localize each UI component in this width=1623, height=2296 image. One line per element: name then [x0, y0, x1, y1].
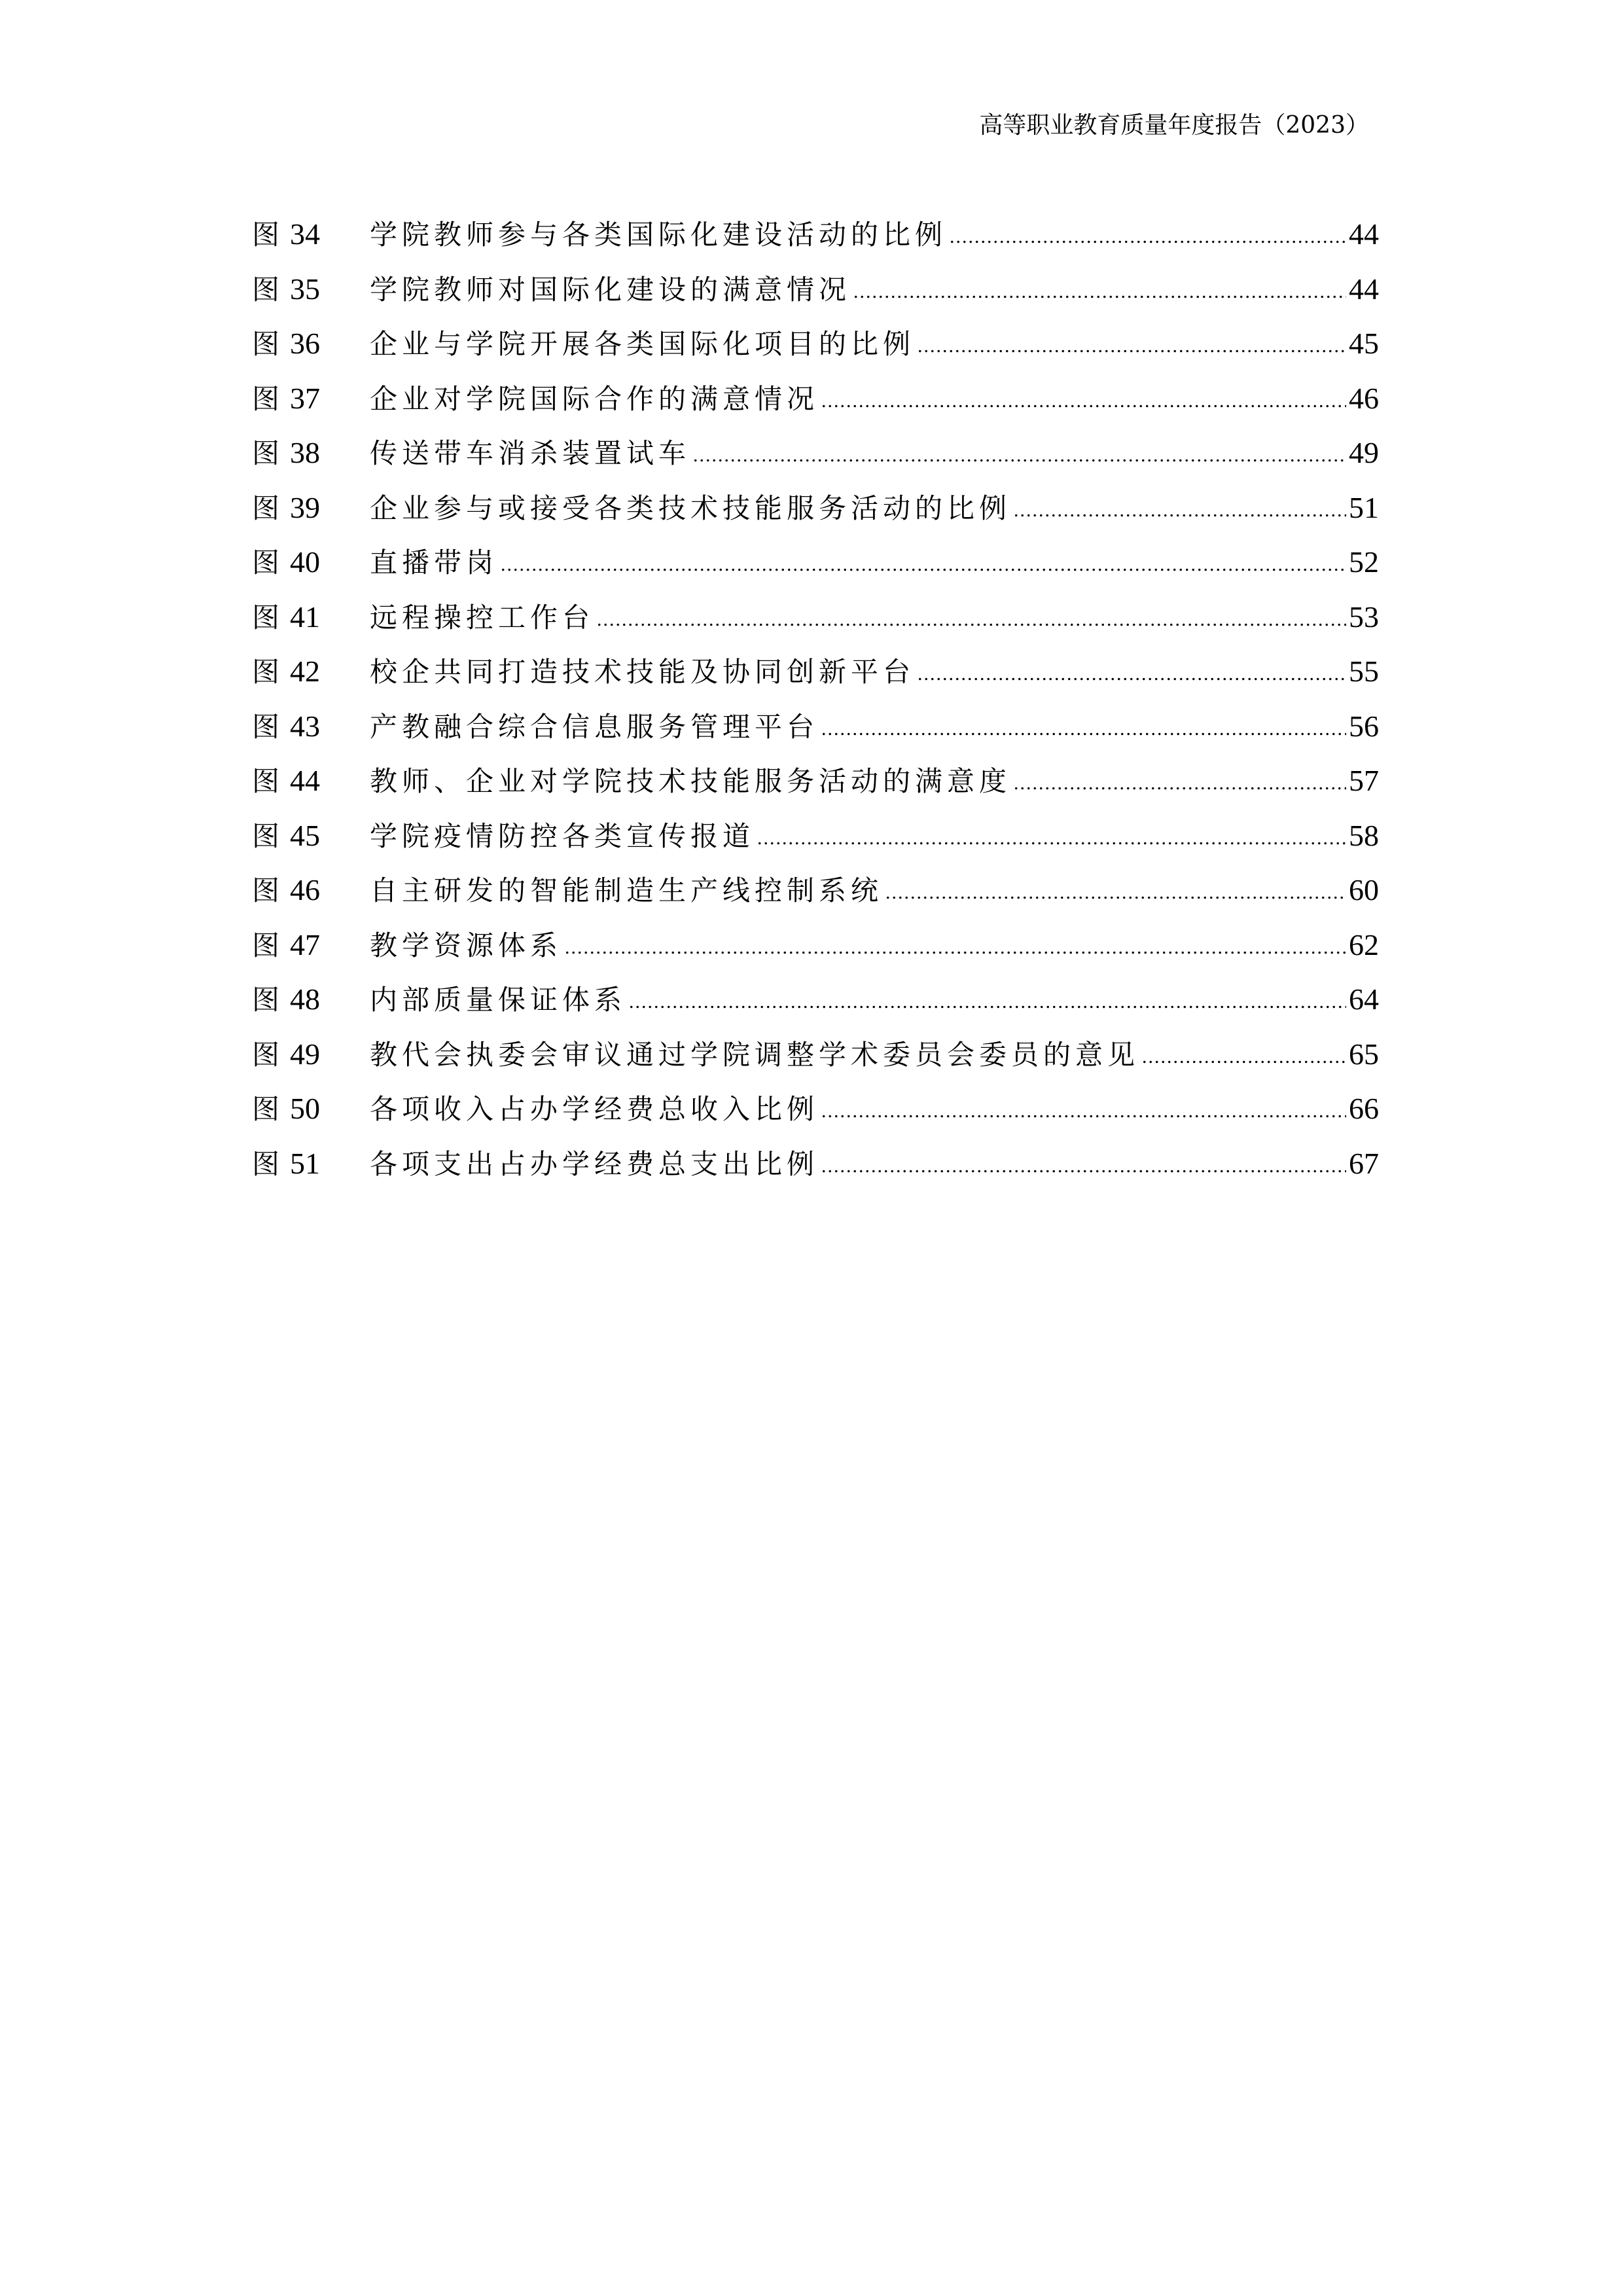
- toc-entry-number: 41: [290, 600, 321, 634]
- toc-entry-page: 46: [1349, 381, 1379, 415]
- toc-dot-leader: [693, 428, 1346, 483]
- toc-entry[interactable]: [252, 1081, 1379, 1136]
- toc-entry-title: 校企共同打造技术技能及协同创新平台: [370, 656, 916, 688]
- toc-dot-leader: [629, 975, 1346, 1030]
- toc-entry-page: 64: [1349, 982, 1379, 1016]
- toc-entry-page: 66: [1349, 1092, 1379, 1125]
- toc-entry-prefix: 图: [252, 819, 285, 852]
- toc-entry-title: 学院教师参与各类国际化建设活动的比例: [370, 219, 948, 251]
- toc-entry[interactable]: [252, 425, 1379, 480]
- page-header-title: 高等职业教育质量年度报告（2023）: [979, 112, 1369, 139]
- toc-entry-page: 55: [1349, 655, 1379, 688]
- toc-entry-page: 44: [1349, 272, 1379, 306]
- toc-entry[interactable]: [252, 316, 1379, 371]
- toc-entry-page: 57: [1349, 764, 1379, 797]
- toc-entry-title: 内部质量保证体系: [370, 984, 627, 1016]
- toc-entry-page: 56: [1349, 709, 1379, 743]
- toc-entry-prefix: 图: [252, 328, 285, 360]
- toc-entry-number: 36: [290, 327, 321, 360]
- toc-dot-leader: [821, 374, 1346, 429]
- toc-entry[interactable]: [252, 371, 1379, 426]
- toc-entry-prefix: 图: [252, 492, 285, 524]
- toc-entry-title: 教学资源体系: [370, 929, 563, 961]
- toc-dot-leader: [821, 1139, 1346, 1194]
- toc-entry-prefix: 图: [252, 601, 285, 634]
- toc-entry-number: 38: [290, 436, 321, 469]
- toc-entry[interactable]: [252, 972, 1379, 1027]
- toc-dot-leader: [501, 537, 1346, 592]
- toc-dot-leader: [821, 702, 1346, 757]
- toc-entry-title: 企业参与或接受各类技术技能服务活动的比例: [370, 492, 1012, 524]
- toc-entry-page: 52: [1349, 545, 1379, 579]
- toc-entry-prefix: 图: [252, 1147, 285, 1180]
- toc-dot-leader: [757, 811, 1346, 866]
- toc-entry-number: 37: [290, 381, 321, 415]
- toc-entry[interactable]: [252, 863, 1379, 918]
- toc-entry-prefix: 图: [252, 1038, 285, 1071]
- toc-dot-leader: [1014, 756, 1346, 811]
- toc-entry-page: 58: [1349, 818, 1379, 852]
- toc-entry[interactable]: [252, 644, 1379, 699]
- toc-entry-page: 49: [1349, 436, 1379, 469]
- toc-dot-leader: [821, 1084, 1346, 1139]
- toc-entry-page: 67: [1349, 1146, 1379, 1180]
- toc-dot-leader: [597, 592, 1346, 647]
- toc-entry[interactable]: [252, 1027, 1379, 1082]
- toc-entry-number: 46: [290, 873, 321, 906]
- toc-dot-leader: [1014, 483, 1346, 538]
- toc-entry-prefix: 图: [252, 984, 285, 1016]
- toc-entry-prefix: 图: [252, 382, 285, 415]
- toc-entry[interactable]: [252, 590, 1379, 645]
- toc-entry-number: 50: [290, 1092, 321, 1125]
- toc-entry-number: 34: [290, 217, 321, 251]
- toc-entry-title: 企业与学院开展各类国际化项目的比例: [370, 328, 916, 360]
- toc-entry-number: 40: [290, 545, 321, 579]
- toc-entry-title: 学院教师对国际化建设的满意情况: [370, 273, 851, 306]
- figure-toc-list: [252, 207, 1379, 1191]
- toc-entry[interactable]: [252, 808, 1379, 863]
- toc-entry-page: 53: [1349, 600, 1379, 634]
- toc-entry-title: 学院疫情防控各类宣传报道: [370, 819, 755, 852]
- toc-entry-prefix: 图: [252, 874, 285, 906]
- toc-entry-title: 教师、企业对学院技术技能服务活动的满意度: [370, 765, 1012, 797]
- toc-entry[interactable]: [252, 753, 1379, 808]
- toc-entry-number: 39: [290, 490, 321, 524]
- toc-dot-leader: [918, 319, 1346, 374]
- toc-entry-title: 各项收入占办学经费总收入比例: [370, 1093, 819, 1125]
- toc-entry-title: 远程操控工作台: [370, 601, 595, 634]
- toc-entry-number: 43: [290, 709, 321, 743]
- toc-entry-prefix: 图: [252, 273, 285, 306]
- toc-entry-prefix: 图: [252, 710, 285, 743]
- toc-entry-title: 企业对学院国际合作的满意情况: [370, 382, 819, 415]
- toc-entry-title: 自主研发的智能制造生产线控制系统: [370, 874, 883, 906]
- toc-entry[interactable]: [252, 699, 1379, 754]
- toc-entry-page: 65: [1349, 1037, 1379, 1071]
- toc-entry-number: 44: [290, 764, 321, 797]
- toc-dot-leader: [950, 209, 1346, 264]
- toc-entry-prefix: 图: [252, 219, 285, 251]
- toc-entry-number: 48: [290, 982, 321, 1016]
- toc-entry[interactable]: [252, 480, 1379, 535]
- toc-entry-title: 产教融合综合信息服务管理平台: [370, 710, 819, 743]
- toc-entry-page: 62: [1349, 927, 1379, 961]
- toc-dot-leader: [1142, 1030, 1346, 1085]
- toc-dot-leader: [565, 920, 1346, 975]
- toc-entry-prefix: 图: [252, 1093, 285, 1125]
- toc-entry-title: 各项支出占办学经费总支出比例: [370, 1147, 819, 1180]
- toc-entry-prefix: 图: [252, 437, 285, 469]
- toc-dot-leader: [918, 647, 1346, 702]
- toc-entry-prefix: 图: [252, 765, 285, 797]
- toc-entry-number: 51: [290, 1146, 321, 1180]
- toc-entry-number: 42: [290, 655, 321, 688]
- toc-entry-title: 传送带车消杀装置试车: [370, 437, 691, 469]
- toc-entry[interactable]: [252, 262, 1379, 317]
- toc-entry-title: 直播带岗: [370, 547, 499, 579]
- toc-entry-prefix: 图: [252, 929, 285, 961]
- toc-entry-number: 35: [290, 272, 321, 306]
- toc-entry-page: 51: [1349, 490, 1379, 524]
- toc-entry-page: 60: [1349, 873, 1379, 906]
- toc-entry[interactable]: [252, 207, 1379, 262]
- toc-entry-number: 45: [290, 818, 321, 852]
- toc-dot-leader: [885, 865, 1346, 920]
- toc-entry-title: 教代会执委会审议通过学院调整学术委员会委员的意见: [370, 1038, 1140, 1071]
- toc-entry[interactable]: [252, 535, 1379, 590]
- toc-entry[interactable]: [252, 1136, 1379, 1191]
- toc-entry-number: 49: [290, 1037, 321, 1071]
- toc-entry-page: 44: [1349, 217, 1379, 251]
- toc-entry-page: 45: [1349, 327, 1379, 360]
- toc-entry-prefix: 图: [252, 547, 285, 579]
- toc-entry-number: 47: [290, 927, 321, 961]
- toc-entry[interactable]: [252, 918, 1379, 973]
- toc-entry-prefix: 图: [252, 656, 285, 688]
- toc-dot-leader: [853, 264, 1346, 319]
